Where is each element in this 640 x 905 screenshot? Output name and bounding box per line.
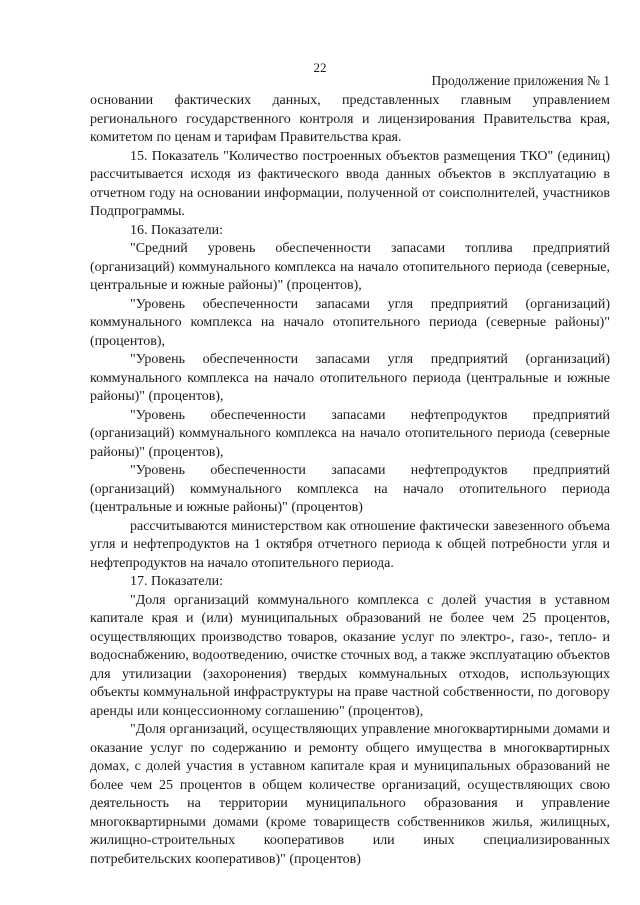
paragraph-16-heading: 16. Показатели: bbox=[130, 222, 223, 238]
indicator-communal-organizations-share: "Доля организаций коммунального комплекса с долей участия в уставном капитале края и (или) муниципальных образований не более чем 25 процентов, осуществляющих производство товаров, оказание услуг по электро-, газо-, тепло- и водоснабжению, водоотведению, очистке сточных вод, а также эксплуатацию объектов для утилизации (захоронения) твердых коммунальных отходов, использующих объекты коммунальной инфраструктуры на праве частной собственности, по договору аренды или концессионному соглашению" (процентов), bbox=[90, 592, 610, 719]
indicator-coal-central-south: "Уровень обеспеченности запасами угля предприятий (организаций) коммунального комплекса на начало отопительного периода (центральные и южные районы)" (процентов), bbox=[90, 352, 610, 404]
indicator-oil-central-south: "Уровень обеспеченности запасами нефтепродуктов предприятий (организаций) коммунального комплекса на начало отопительного периода (центральные и южные районы)" (процентов) bbox=[90, 463, 610, 515]
paragraph-15: 15. Показатель "Количество построенных объектов размещения ТКО" (единиц) рассчитывается исходя из фактического ввода данных объектов в эксплуатацию в отчетном году на основании информации, полученной от соисполнителей, участников Подпрограммы. bbox=[90, 148, 610, 219]
indicator-oil-north: "Уровень обеспеченности запасами нефтепродуктов предприятий (организаций) коммунального комплекса на начало отопительного периода (северные районы)" (процентов), bbox=[90, 407, 610, 460]
indicator-housing-management-share: "Доля организаций, осуществляющих управление многоквартирными домами и оказание услуг по содержанию и ремонту общего имущества в многоквартирных домах, с долей участия в уставном капитале края и муниципальных образований не более чем 25 процентов в общем количестве организаций, осуществляющих свою деятельность на территории муниципального образования и управление многоквартирными домами (кроме товариществ собственников жилья, жилищных, жилищно-строительных кооперативов или иных специализированных потребительских кооперативов)" (процентов) bbox=[90, 722, 610, 867]
paragraph-17-heading: 17. Показатели: bbox=[130, 574, 223, 589]
annex-continuation-note: Продолжение приложения № 1 bbox=[431, 73, 610, 88]
indicator-coal-north: "Уровень обеспеченности запасами угля предприятий (организаций) коммунального комплекса на начало отопительного периода (северные районы)" (процентов), bbox=[90, 296, 610, 349]
paragraph-intro-continuation: основании фактических данных, представленных главным управлением регионального государственного контроля и лицензирования Правительства края, комитетом по ценам и тарифам Правительства края. bbox=[90, 93, 610, 145]
document-body bbox=[90, 92, 610, 869]
paragraph-16-calculation: рассчитываются министерством как отношение фактически завезенного объема угля и нефтепродуктов на 1 октября отчетного периода к общей потребности угля и нефтепродуктов на начало отопительного периода. bbox=[90, 518, 610, 571]
page-number: 22 bbox=[313, 60, 327, 75]
indicator-fuel-average: "Средний уровень обеспеченности запасами топлива предприятий (организаций) коммунального комплекса на начало отопительного периода (северные, центральные и южные районы)" (процентов), bbox=[90, 241, 610, 293]
